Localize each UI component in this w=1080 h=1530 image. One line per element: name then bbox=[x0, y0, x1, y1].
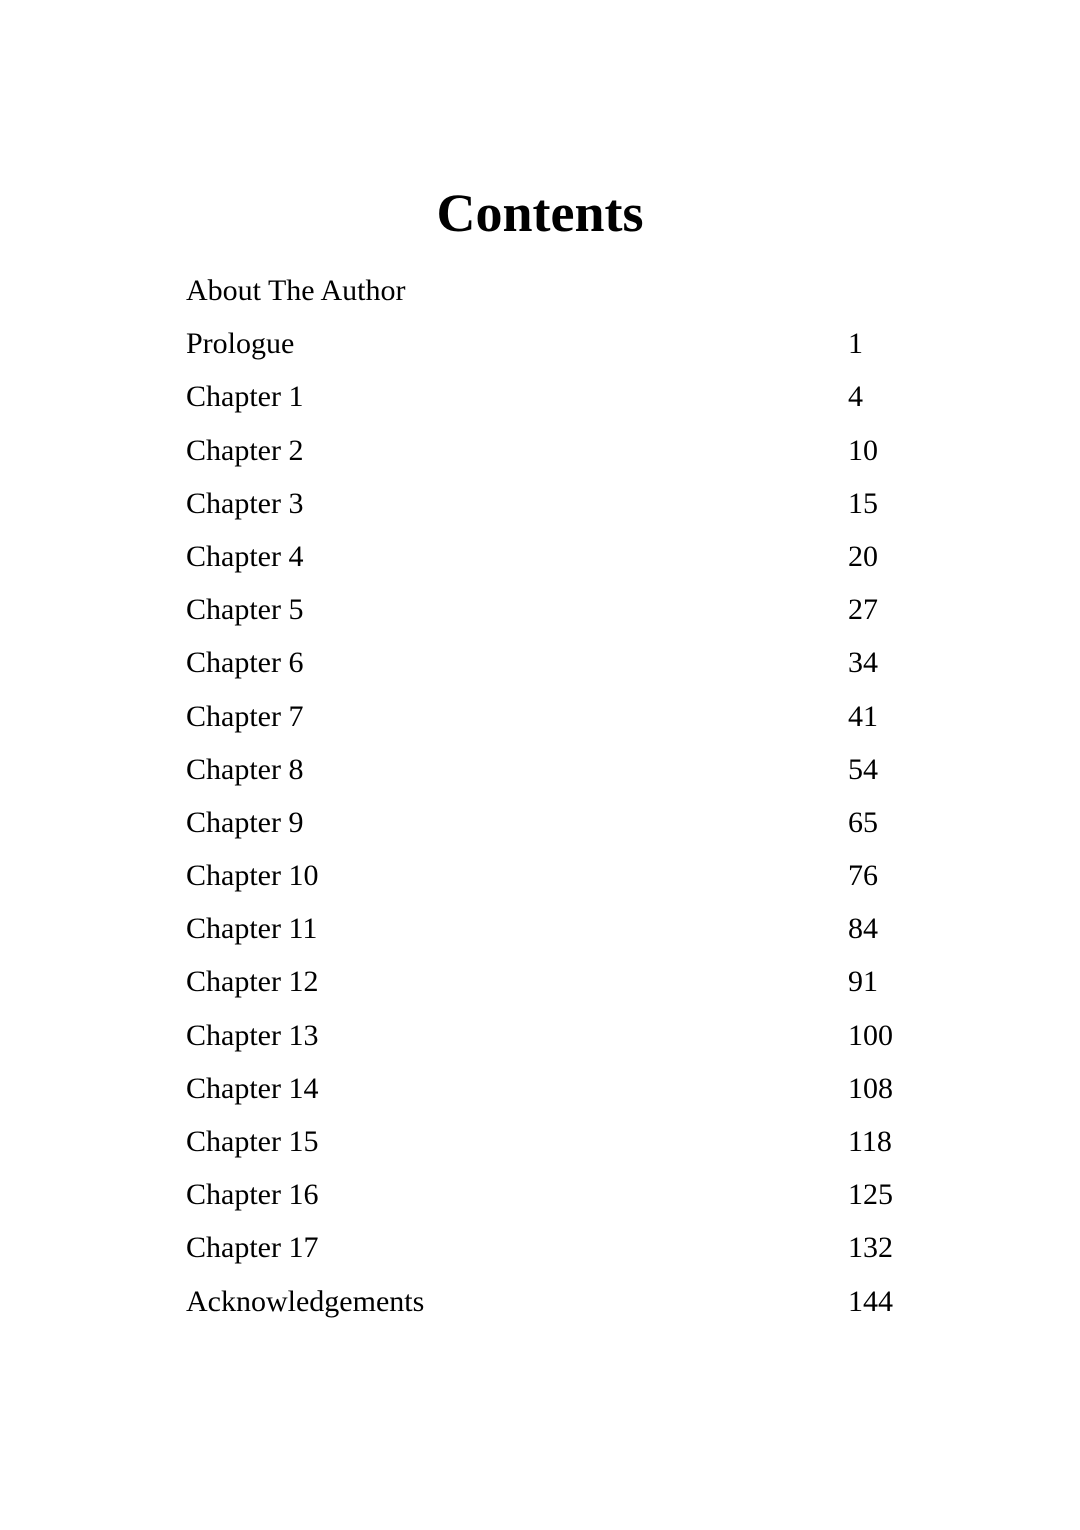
toc-entry-chapter-11[interactable] bbox=[186, 908, 906, 961]
toc-entry-page: 118 bbox=[848, 1125, 892, 1158]
toc-entry-chapter-8[interactable] bbox=[186, 749, 906, 802]
toc-entry-page: 41 bbox=[848, 699, 878, 733]
toc-entry-label: Chapter 12 bbox=[186, 965, 319, 999]
toc-entry-label: Chapter 2 bbox=[186, 433, 304, 467]
toc-entry-label: Chapter 15 bbox=[186, 1125, 319, 1158]
toc-entry-page: 1 bbox=[848, 327, 863, 361]
toc-entry-chapter-3[interactable] bbox=[186, 483, 906, 536]
toc-entry-label: Chapter 13 bbox=[186, 1018, 319, 1052]
toc-entry-label: About The Author bbox=[186, 274, 406, 307]
toc-entry-page: 54 bbox=[848, 752, 878, 786]
toc-entry-page: 132 bbox=[848, 1231, 893, 1265]
toc-entry-label: Chapter 5 bbox=[186, 593, 304, 627]
toc-entry-page: 108 bbox=[848, 1071, 893, 1105]
toc-entry-chapter-4[interactable] bbox=[186, 536, 906, 589]
toc-entry-prologue[interactable] bbox=[186, 323, 906, 376]
toc-entry-page: 15 bbox=[848, 486, 878, 520]
toc-entry-chapter-16[interactable] bbox=[186, 1174, 906, 1227]
toc-entry-chapter-12[interactable] bbox=[186, 961, 906, 1014]
toc-entry-label: Chapter 6 bbox=[186, 646, 304, 680]
toc-entry-label: Chapter 7 bbox=[186, 699, 304, 733]
toc-entry-chapter-9[interactable] bbox=[186, 802, 906, 855]
toc-entry-label: Chapter 14 bbox=[186, 1071, 319, 1105]
toc-entry-chapter-17[interactable] bbox=[186, 1227, 906, 1280]
toc-entry-page: 20 bbox=[848, 539, 878, 573]
toc-entry-label: Acknowledgements bbox=[186, 1284, 425, 1318]
toc-entry-chapter-2[interactable] bbox=[186, 430, 906, 483]
toc-entry-label: Prologue bbox=[186, 327, 295, 361]
toc-entry-label: Chapter 17 bbox=[186, 1231, 319, 1265]
toc-entry-chapter-6[interactable] bbox=[186, 642, 906, 695]
toc-entry-chapter-13[interactable] bbox=[186, 1015, 906, 1068]
toc-entry-label: Chapter 3 bbox=[186, 486, 304, 520]
toc-entry-chapter-15[interactable] bbox=[186, 1121, 906, 1174]
toc-entry-about-the-author[interactable] bbox=[186, 270, 906, 323]
toc-entry-label: Chapter 11 bbox=[186, 912, 318, 946]
toc-entry-page: 27 bbox=[848, 593, 878, 627]
toc-entry-label: Chapter 1 bbox=[186, 380, 304, 414]
toc-entry-page: 91 bbox=[848, 965, 878, 999]
toc-entry-page: 144 bbox=[848, 1284, 893, 1318]
toc-entry-label: Chapter 4 bbox=[186, 539, 304, 573]
toc-entry-page: 34 bbox=[848, 646, 878, 680]
toc-entry-page: 65 bbox=[848, 805, 878, 839]
toc-entry-page: 76 bbox=[848, 859, 878, 893]
page-title: Contents bbox=[436, 183, 644, 243]
toc-entry-label: Chapter 9 bbox=[186, 805, 304, 839]
toc-entry-chapter-5[interactable] bbox=[186, 589, 906, 642]
toc-entry-label: Chapter 10 bbox=[186, 859, 319, 893]
toc-entry-acknowledgements[interactable] bbox=[186, 1281, 906, 1334]
toc-entry-label: Chapter 16 bbox=[186, 1178, 319, 1212]
toc-entry-page: 4 bbox=[848, 380, 863, 414]
toc-entry-page: 10 bbox=[848, 433, 878, 467]
toc-entry-chapter-1[interactable] bbox=[186, 376, 906, 429]
table-of-contents bbox=[186, 270, 906, 1334]
toc-entry-page: 100 bbox=[848, 1018, 893, 1052]
toc-entry-page: 84 bbox=[848, 912, 878, 946]
toc-entry-label: Chapter 8 bbox=[186, 752, 304, 786]
toc-entry-chapter-10[interactable] bbox=[186, 855, 906, 908]
toc-entry-page: 125 bbox=[848, 1178, 893, 1212]
toc-entry-chapter-14[interactable] bbox=[186, 1068, 906, 1121]
toc-entry-chapter-7[interactable] bbox=[186, 696, 906, 749]
